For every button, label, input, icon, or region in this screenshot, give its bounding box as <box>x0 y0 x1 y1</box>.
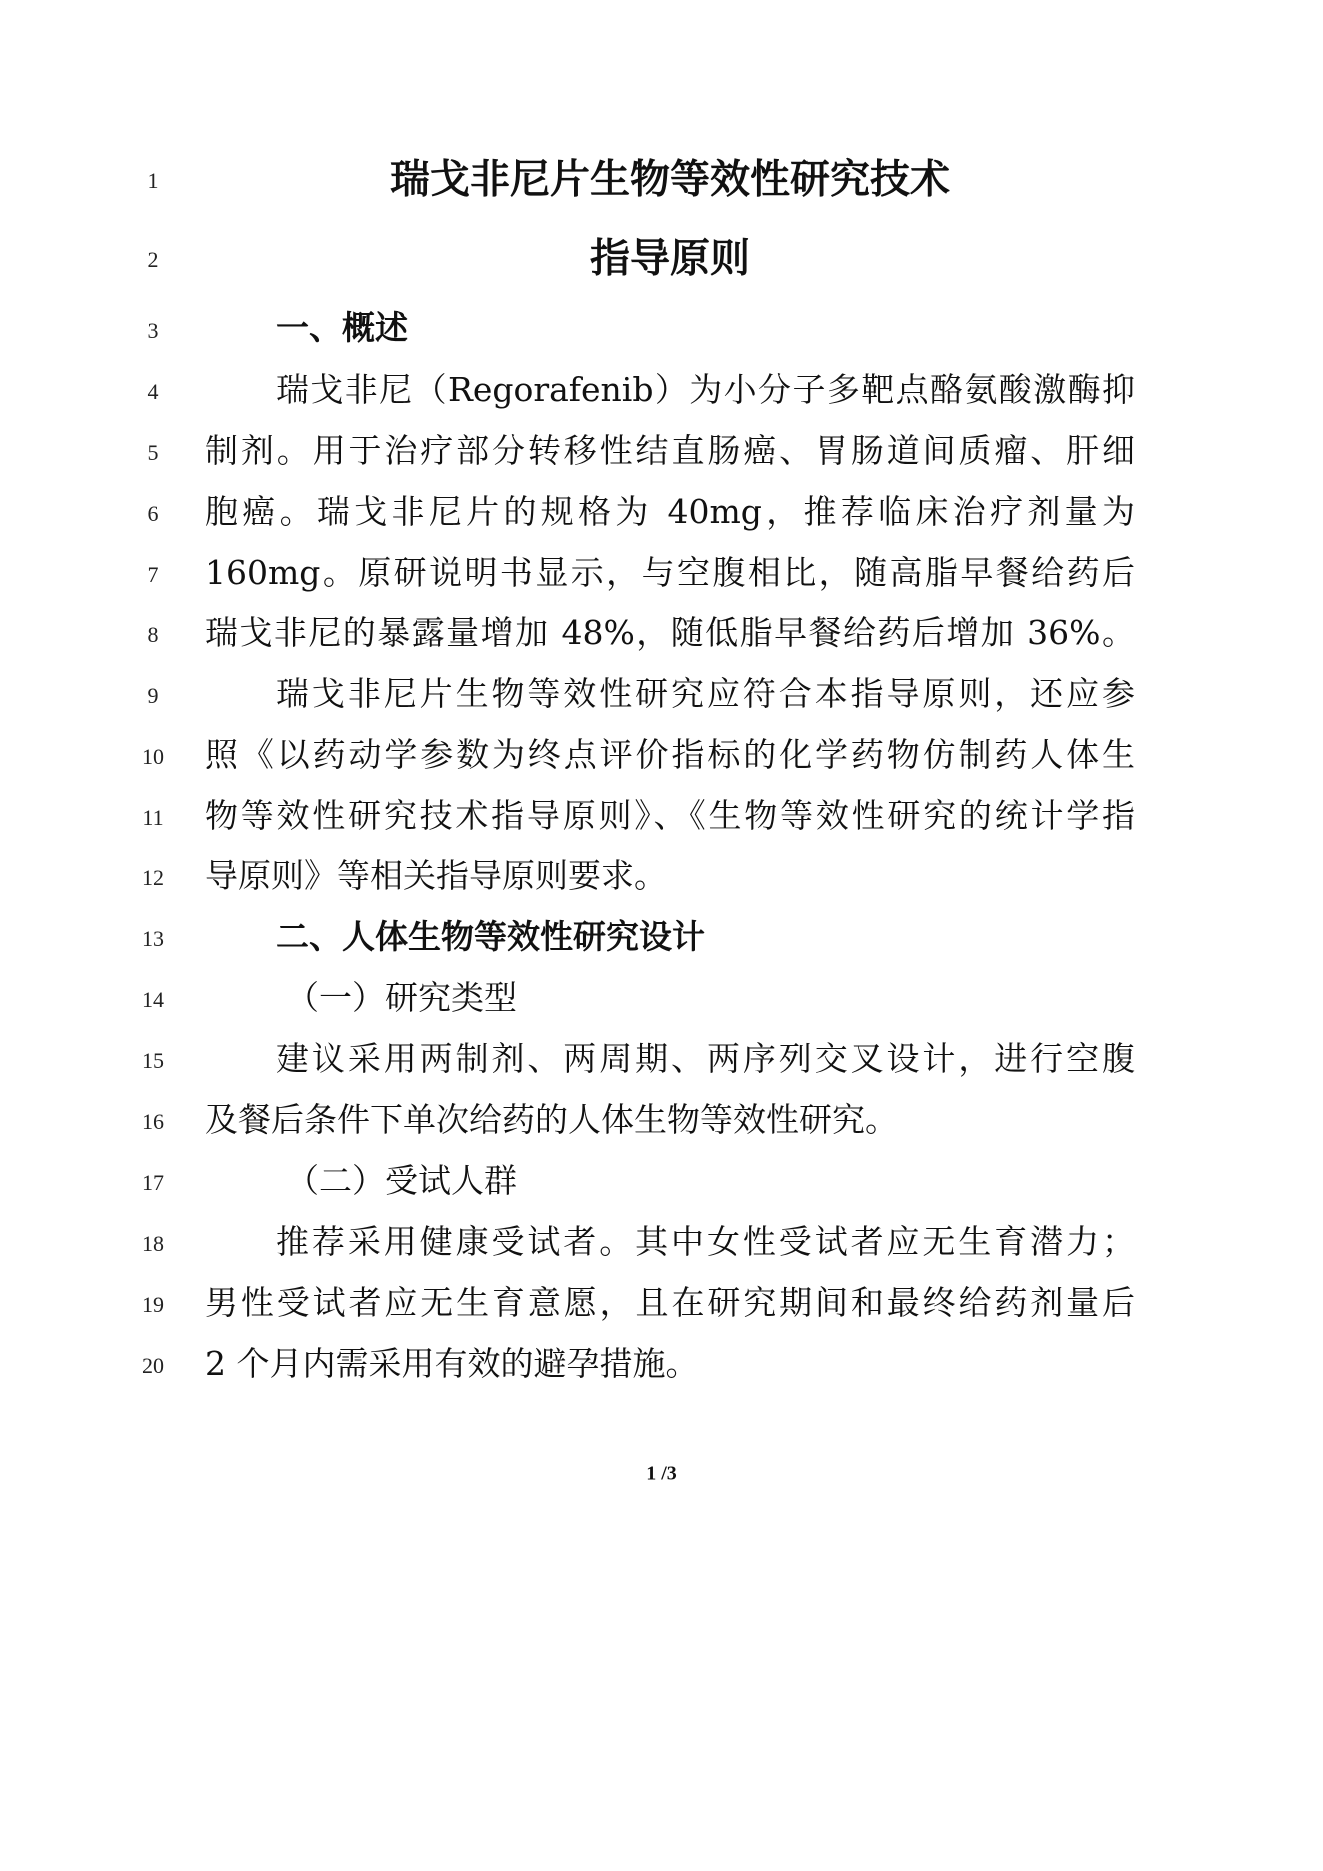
paragraph-line: 照《以药动学参数为终点评价指标的化学药物仿制药人体生 <box>205 734 1135 774</box>
line-number: 3 <box>147 318 159 343</box>
line-number: 15 <box>142 1048 164 1073</box>
subsection-heading-study-type: （一）研究类型 <box>286 977 517 1017</box>
line-number: 18 <box>142 1231 164 1256</box>
line-number: 5 <box>147 440 159 465</box>
paragraph-line: 160mg。原研说明书显示，与空腹相比，随高脂早餐给药后 <box>205 552 1135 592</box>
section-heading-be-study-design: 二、人体生物等效性研究设计 <box>276 916 705 956</box>
line-number: 19 <box>142 1292 164 1317</box>
paragraph-line: 导原则》等相关指导原则要求。 <box>205 855 667 895</box>
line-number: 2 <box>147 247 159 272</box>
line-number: 8 <box>147 622 159 647</box>
line-number: 10 <box>142 744 164 769</box>
paragraph-line: 推荐采用健康受试者。其中女性受试者应无生育潜力； <box>276 1221 1135 1261</box>
line-number: 6 <box>147 501 159 526</box>
paragraph-line: 物等效性研究技术指导原则》、《生物等效性研究的统计学指 <box>205 795 1135 835</box>
line-number: 14 <box>142 987 164 1012</box>
line-number: 12 <box>142 865 164 890</box>
paragraph-line: 制剂。用于治疗部分转移性结直肠癌、胃肠道间质瘤、肝细 <box>205 430 1135 470</box>
line-number: 7 <box>147 562 159 587</box>
line-number: 16 <box>142 1109 164 1134</box>
line-number: 17 <box>142 1170 164 1195</box>
document-title-line-1: 瑞戈非尼片生物等效性研究技术 <box>390 156 950 203</box>
document-title-line-2: 指导原则 <box>590 235 750 282</box>
line-number: 13 <box>142 926 164 951</box>
subsection-heading-subjects: （二）受试人群 <box>286 1160 517 1200</box>
page-number: 1 /3 <box>646 1462 677 1485</box>
paragraph-line: 瑞戈非尼（Regorafenib）为小分子多靶点酪氨酸激酶抑 <box>276 369 1135 409</box>
line-number: 1 <box>147 168 159 193</box>
paragraph-line: 2 个月内需采用有效的避孕措施。 <box>205 1343 699 1383</box>
paragraph-line: 瑞戈非尼片生物等效性研究应符合本指导原则，还应参 <box>276 673 1135 713</box>
line-number: 4 <box>147 379 159 404</box>
line-number: 9 <box>147 683 159 708</box>
line-number: 11 <box>142 805 164 830</box>
paragraph-line: 建议采用两制剂、两周期、两序列交叉设计，进行空腹 <box>276 1038 1135 1078</box>
paragraph-line: 及餐后条件下单次给药的人体生物等效性研究。 <box>205 1099 898 1139</box>
paragraph-line: 胞癌。瑞戈非尼片的规格为 40mg，推荐临床治疗剂量为 <box>205 491 1135 531</box>
line-number: 20 <box>142 1353 164 1378</box>
paragraph-line: 男性受试者应无生育意愿，且在研究期间和最终给药剂量后 <box>205 1282 1135 1322</box>
paragraph-line: 瑞戈非尼的暴露量增加 48%，随低脂早餐给药后增加 36%。 <box>205 612 1135 652</box>
section-heading-overview: 一、概述 <box>276 307 408 347</box>
